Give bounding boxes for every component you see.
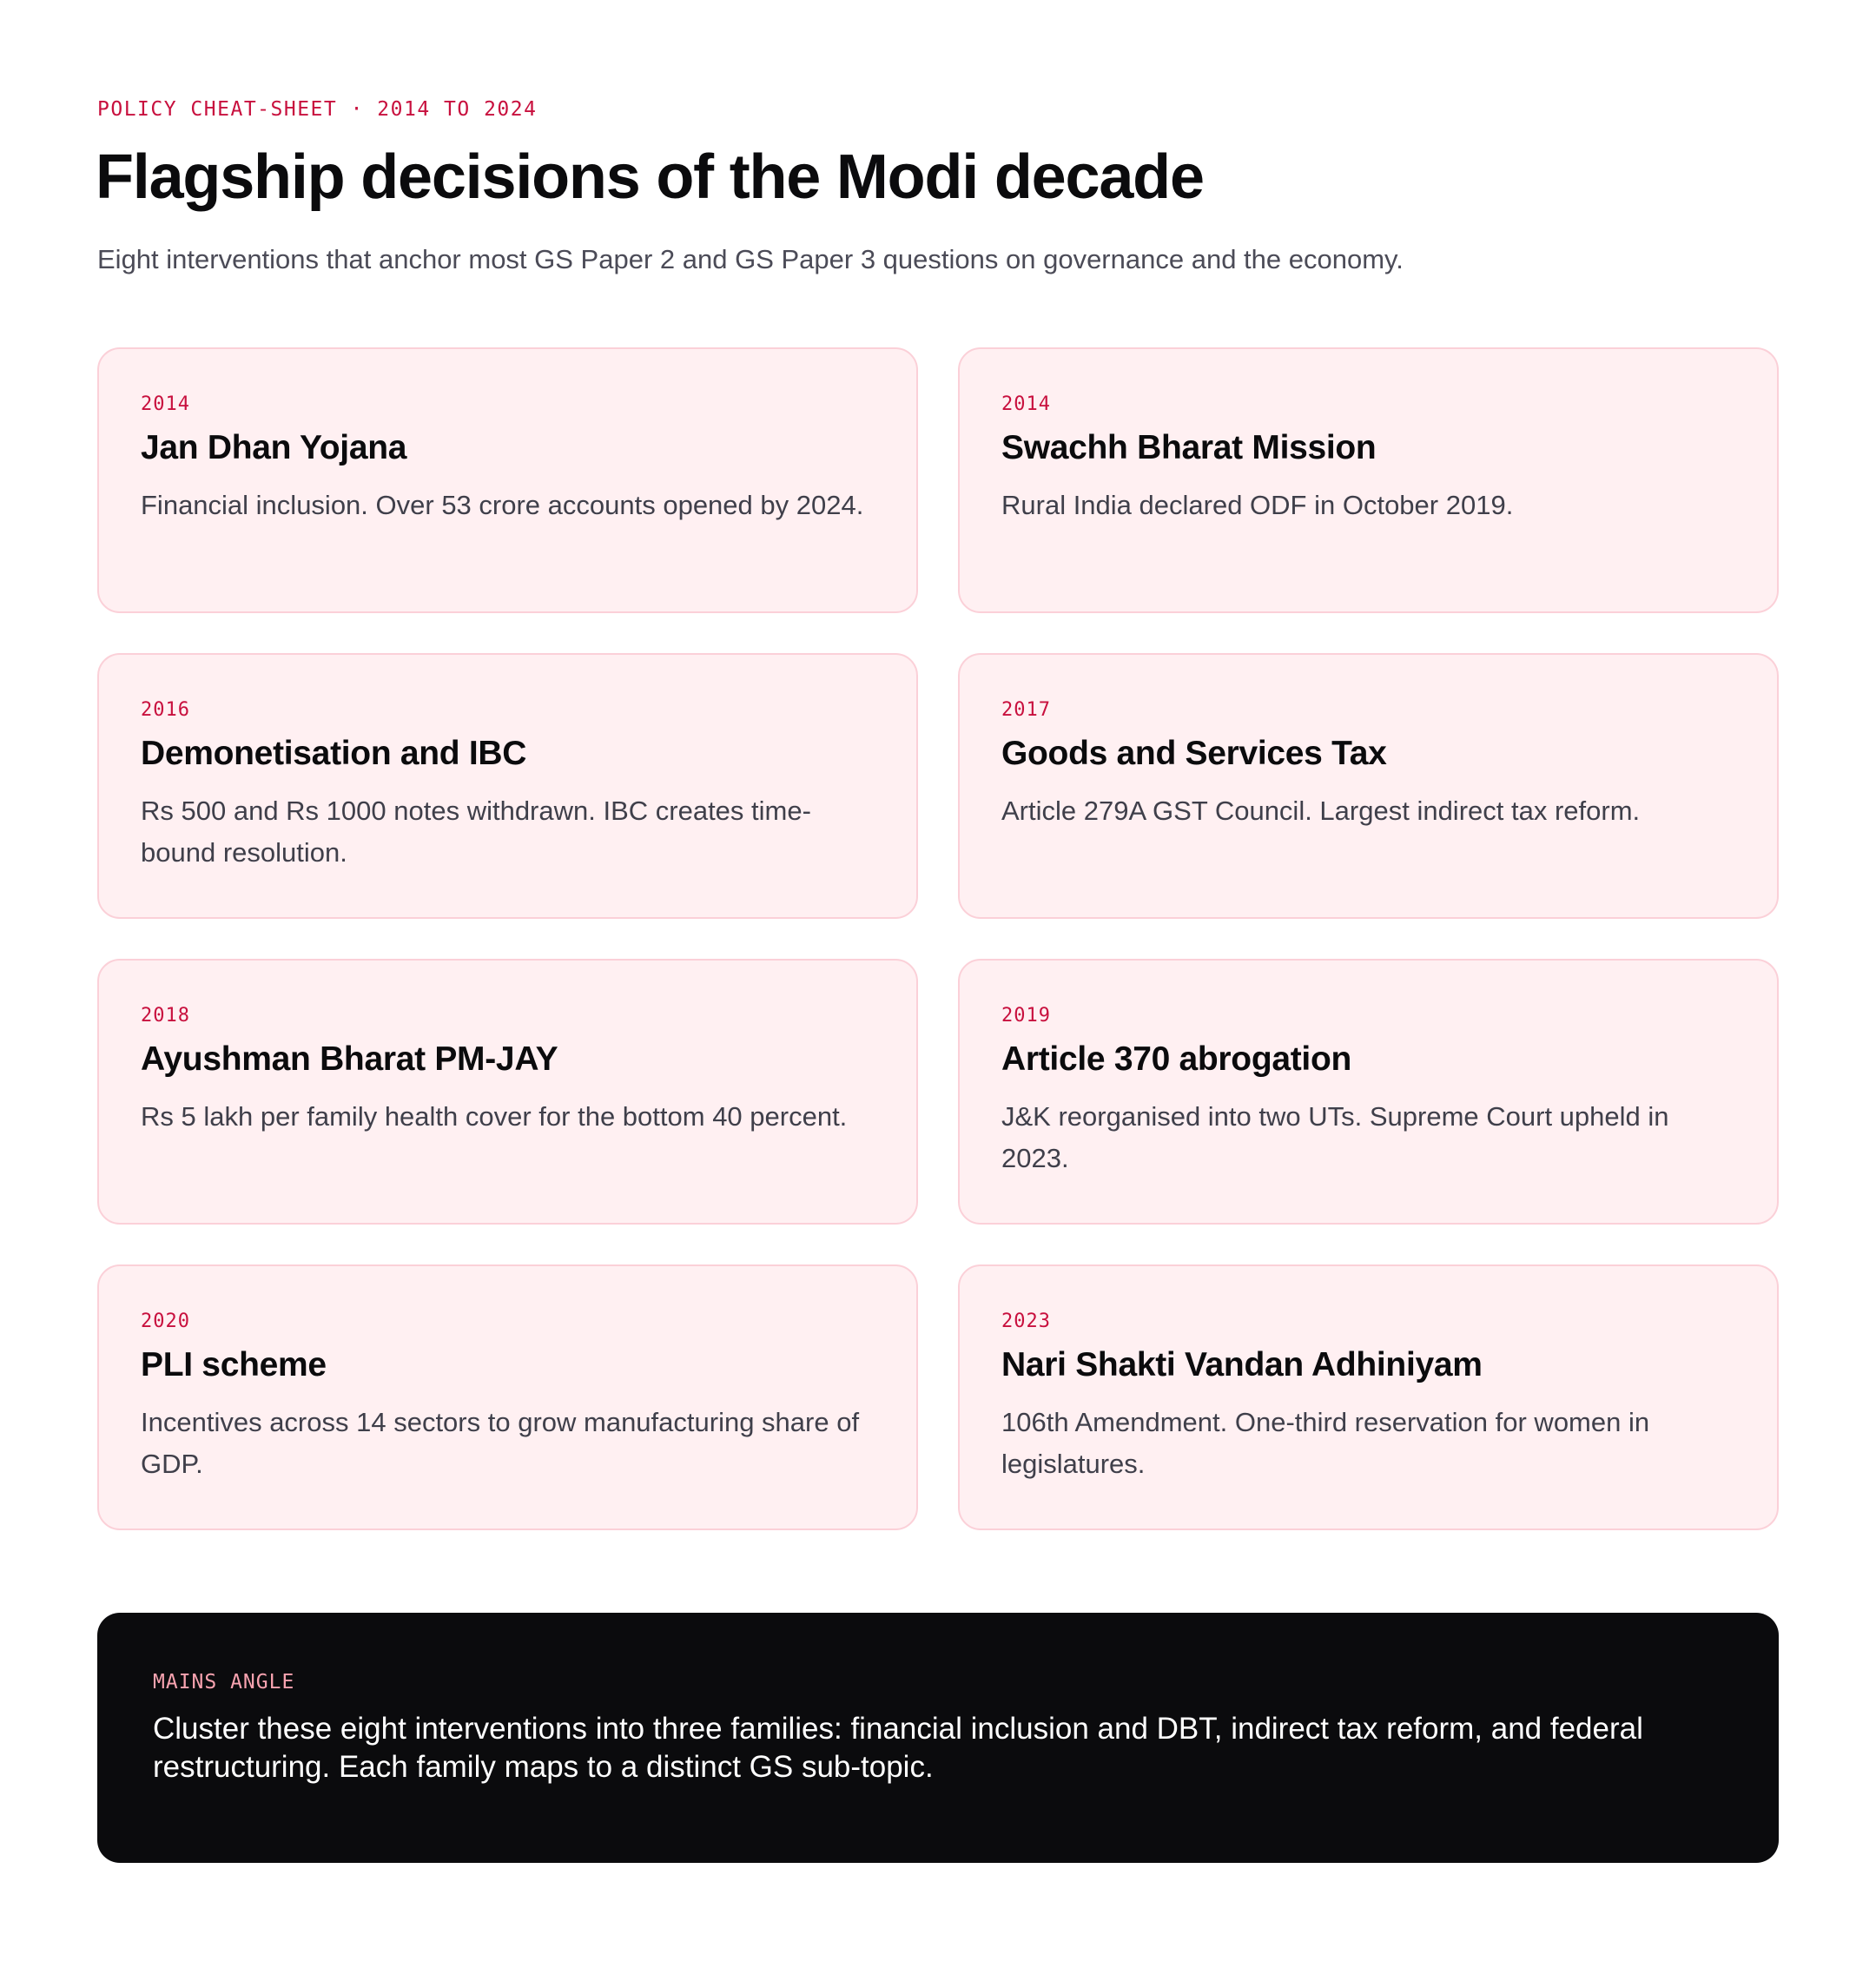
policy-card-swachh-bharat (958, 347, 1779, 613)
card-year: 2016 (141, 699, 190, 721)
policy-card-ayushman-bharat (97, 959, 918, 1225)
card-year: 2017 (1001, 699, 1051, 721)
policy-card-nari-shakti (958, 1264, 1779, 1530)
callout-body: Cluster these eight interventions into three families: financial inclusion and DBT, indirect tax reform, and federal restructuring. Each family maps to a distinct GS sub-topic. (153, 1712, 1643, 1784)
card-title: Swachh Bharat Mission (1001, 429, 1377, 466)
card-description: Rural India declared ODF in October 2019. (1001, 490, 1514, 520)
mains-angle-callout (97, 1613, 1779, 1863)
card-year: 2023 (1001, 1311, 1051, 1332)
card-year: 2014 (1001, 393, 1051, 415)
card-title: Ayushman Bharat PM-JAY (141, 1040, 558, 1078)
card-year: 2018 (141, 1005, 190, 1027)
card-title: Goods and Services Tax (1001, 735, 1387, 772)
card-title: Demonetisation and IBC (141, 735, 527, 772)
page-subtitle: Eight interventions that anchor most GS Paper 2 and GS Paper 3 questions on governance and the economy. (97, 244, 1404, 274)
card-description: Financial inclusion. Over 53 crore accounts opened by 2024. (141, 490, 864, 520)
policy-card-article-370 (958, 959, 1779, 1225)
card-description: Rs 5 lakh per family health cover for the bottom 40 percent. (141, 1101, 848, 1132)
card-title: PLI scheme (141, 1346, 327, 1383)
eyebrow-label: POLICY CHEAT-SHEET · 2014 TO 2024 (97, 98, 538, 121)
card-title: Jan Dhan Yojana (141, 429, 407, 466)
policy-card-jan-dhan (97, 347, 918, 613)
card-description: Article 279A GST Council. Largest indirect tax reform. (1001, 796, 1641, 826)
card-description: J&K reorganised into two UTs. Supreme Court upheld in 2023. (1001, 1101, 1669, 1173)
policy-card-demonetisation-ibc (97, 653, 918, 919)
card-year: 2014 (141, 393, 190, 415)
card-description: 106th Amendment. One-third reservation for women in legislatures. (1001, 1407, 1650, 1479)
policy-card-pli-scheme (97, 1264, 918, 1530)
page-title: Flagship decisions of the Modi decade (96, 142, 1204, 212)
callout-label: MAINS ANGLE (153, 1671, 295, 1694)
card-year: 2019 (1001, 1005, 1051, 1027)
card-year: 2020 (141, 1311, 190, 1332)
policy-card-grid (97, 347, 1779, 1530)
policy-card-gst (958, 653, 1779, 919)
card-description: Rs 500 and Rs 1000 notes withdrawn. IBC creates time-bound resolution. (141, 796, 811, 868)
card-title: Article 370 abrogation (1001, 1040, 1352, 1078)
card-title: Nari Shakti Vandan Adhiniyam (1001, 1346, 1483, 1383)
card-description: Incentives across 14 sectors to grow manufacturing share of GDP. (141, 1407, 860, 1479)
